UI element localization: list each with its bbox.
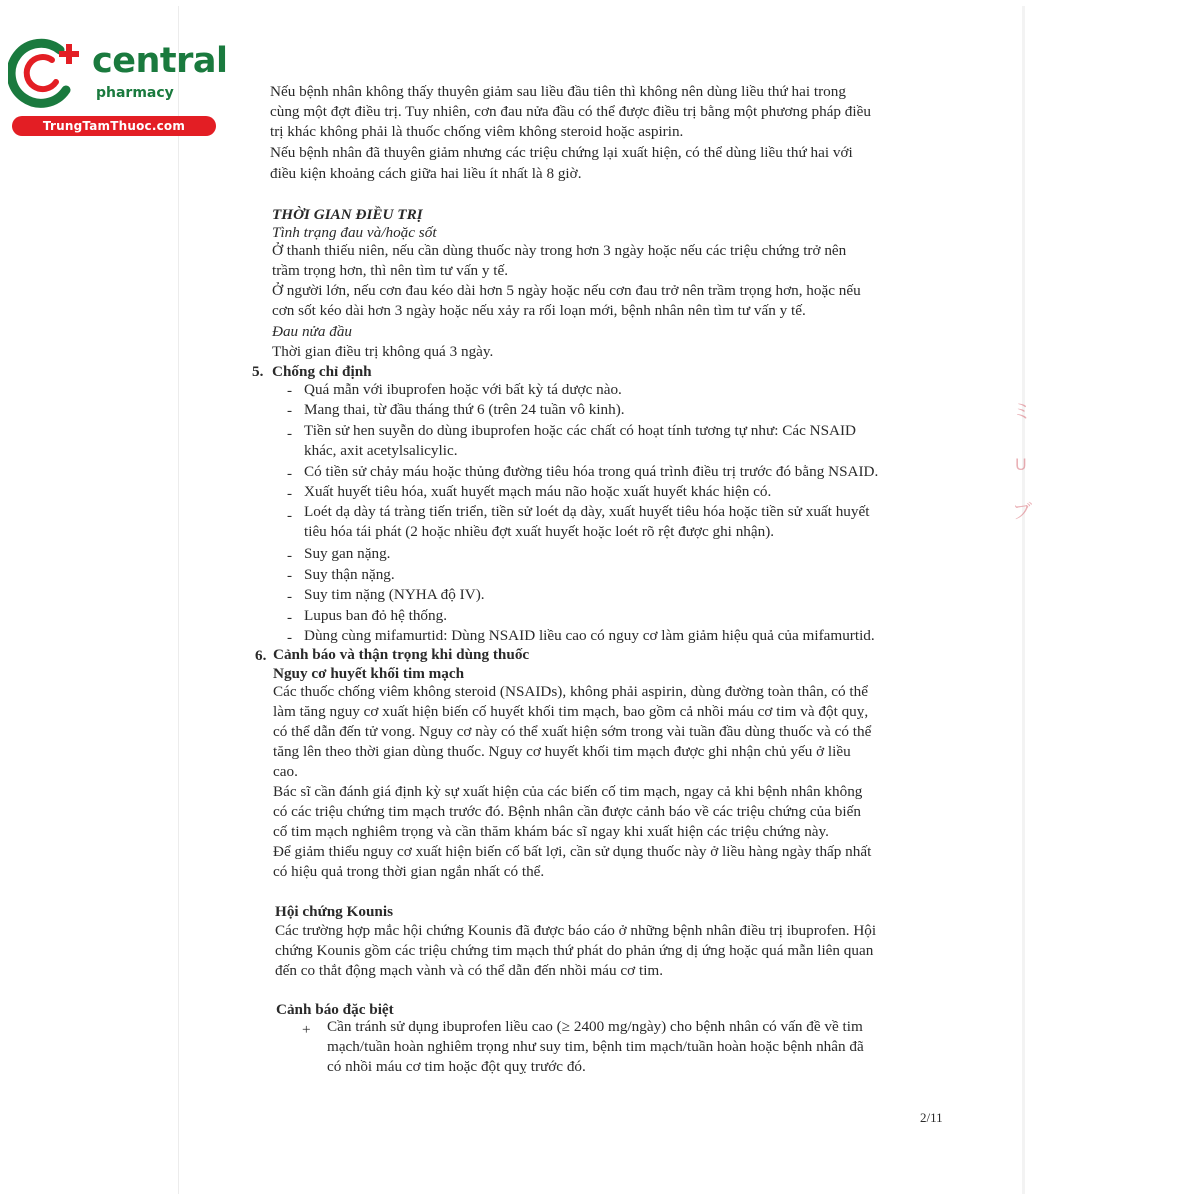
stamp-fragment: U bbox=[1015, 455, 1027, 474]
list-bullet: - bbox=[287, 485, 293, 502]
logo-website[interactable]: TrungTamThuoc.com bbox=[12, 116, 216, 136]
subheading-special-warnings: Cảnh báo đặc biệt bbox=[276, 1001, 394, 1018]
list-bullet: - bbox=[287, 465, 293, 482]
logo-brand-name: central bbox=[92, 41, 228, 81]
list-item: Tiền sử hen suyễn do dùng ibuprofen hoặc các chất có hoạt tính tương tự như: Các NSAID bbox=[304, 422, 857, 439]
list-item: Suy gan nặng. bbox=[304, 545, 391, 562]
text-line: có thể dẫn đến tử vong. Nguy cơ này có thể xuất hiện sớm trong vài tuần đầu dùng thuốc và có thể bbox=[273, 723, 872, 740]
list-item: Suy thận nặng. bbox=[304, 566, 395, 583]
text-line: tăng lên theo thời gian dùng thuốc. Nguy cơ huyết khối tim mạch được ghi nhận chủ yếu ở liều bbox=[273, 743, 851, 760]
text-line: Nếu bệnh nhân không thấy thuyên giảm sau liều đầu tiên thì không nên dùng liều thứ hai trong bbox=[270, 83, 846, 100]
list-bullet: - bbox=[287, 609, 293, 626]
list-bullet: - bbox=[287, 382, 293, 399]
list-item: Xuất huyết tiêu hóa, xuất huyết mạch máu não hoặc xuất huyết khác hiện có. bbox=[304, 483, 772, 500]
text-line: cơn sốt kéo dài hơn 3 ngày hoặc nếu xảy ra rối loạn mới, bệnh nhân nên tìm tư vấn y tế. bbox=[272, 302, 806, 319]
list-item: Lupus ban đỏ hệ thống. bbox=[304, 607, 447, 624]
list-bullet: - bbox=[287, 588, 293, 605]
list-bullet: - bbox=[287, 547, 293, 564]
text-line: Các thuốc chống viêm không steroid (NSAIDs), không phải aspirin, dùng đường toàn thân, có thể bbox=[273, 683, 868, 700]
text-line: Ở người lớn, nếu cơn đau kéo dài hơn 5 ngày hoặc nếu cơn đau trở nên trầm trọng hơn, hoặc nếu bbox=[272, 282, 861, 299]
text-line: cao. bbox=[273, 763, 298, 780]
text-line: Các trường hợp mắc hội chứng Kounis đã được báo cáo ở những bệnh nhân điều trị ibuprofen. Hội bbox=[275, 922, 877, 939]
stamp-fragment: ミ bbox=[1012, 399, 1032, 423]
list-bullet: - bbox=[287, 567, 293, 584]
subheading-cardiovascular-risk: Nguy cơ huyết khối tim mạch bbox=[273, 665, 465, 682]
logo-subtitle: pharmacy bbox=[96, 85, 174, 101]
text-line: Ở thanh thiếu niên, nếu cần dùng thuốc này trong hơn 3 ngày hoặc nếu các triệu chứng trở nên bbox=[272, 242, 847, 259]
text-line: làm tăng nguy cơ xuất hiện biến cố huyết khối tim mạch, bao gồm cả nhồi máu cơ tim và đột quỵ, bbox=[273, 703, 869, 720]
section-number: 6. bbox=[255, 647, 267, 664]
list-bullet: - bbox=[287, 402, 293, 419]
subheading-migraine: Đau nửa đầu bbox=[272, 323, 353, 340]
text-line: trầm trọng hơn, thì nên tìm tư vấn y tế. bbox=[272, 262, 509, 279]
text-line: chứng Kounis gồm các triệu chứng tim mạch thứ phát do phản ứng dị ứng hoặc quá mẫn liên quan bbox=[275, 942, 874, 959]
text-line: Bác sĩ cần đánh giá định kỳ sự xuất hiện của các biến cố tim mạch, ngay cả khi bệnh nhân không bbox=[273, 783, 863, 800]
list-bullet: - bbox=[287, 425, 293, 442]
list-bullet: + bbox=[302, 1021, 311, 1038]
list-item: Mang thai, từ đầu tháng thứ 6 (trên 24 tuần vô kinh). bbox=[304, 401, 625, 418]
text-line: Nếu bệnh nhân đã thuyên giảm nhưng các triệu chứng lại xuất hiện, có thể dùng liều thứ hai với bbox=[270, 144, 853, 161]
list-item: Suy tim nặng (NYHA độ IV). bbox=[304, 586, 485, 603]
stamp-fragment: ブ bbox=[1012, 499, 1032, 523]
list-item: Có tiền sử chảy máu hoặc thủng đường tiêu hóa trong quá trình điều trị trước đó bằng NSAID. bbox=[304, 463, 879, 480]
list-item: mạch/tuần hoàn nghiêm trọng như suy tim, bệnh tim mạch/tuần hoàn hoặc bệnh nhân đã bbox=[327, 1038, 864, 1055]
text-line: điều kiện khoảng cách giữa hai liều ít nhất là 8 giờ. bbox=[270, 165, 582, 182]
subheading-kounis: Hội chứng Kounis bbox=[275, 903, 393, 920]
list-item: Loét dạ dày tá tràng tiến triển, tiền sử loét dạ dày, xuất huyết tiêu hóa hoặc tiền sử xuất huyết bbox=[304, 503, 870, 520]
text-line: Thời gian điều trị không quá 3 ngày. bbox=[272, 343, 494, 360]
subheading-pain-fever: Tình trạng đau và/hoặc sốt bbox=[272, 224, 437, 241]
text-line: Để giảm thiểu nguy cơ xuất hiện biến cố bất lợi, cần sử dụng thuốc này ở liều hàng ngày thấp nhất bbox=[273, 843, 872, 860]
section-heading-duration: THỜI GIAN ĐIỀU TRỊ bbox=[272, 206, 423, 223]
list-item: có nhồi máu cơ tim hoặc đột quỵ trước đó. bbox=[327, 1058, 586, 1075]
text-line: cùng một đợt điều trị. Tuy nhiên, cơn đau nửa đầu có thể được điều trị bằng một phương pháp điều bbox=[270, 103, 871, 120]
section-number: 5. bbox=[252, 363, 264, 380]
list-item: tiêu hóa tái phát (2 hoặc nhiều đợt xuất huyết hoặc loét rõ rệt được ghi nhận). bbox=[304, 523, 775, 540]
page-edge-shadow bbox=[1022, 6, 1025, 1194]
central-pharmacy-logo[interactable] bbox=[8, 36, 228, 140]
list-item: Quá mẫn với ibuprofen hoặc với bất kỳ tá dược nào. bbox=[304, 381, 622, 398]
text-line: có các triệu chứng tim mạch trước đó. Bệnh nhân cần được cảnh báo về các triệu chứng của biến bbox=[273, 803, 861, 820]
list-item: khác, axit acetylsalicylic. bbox=[304, 442, 458, 459]
section-heading-warnings: Cảnh báo và thận trọng khi dùng thuốc bbox=[273, 646, 530, 663]
list-item: Dùng cùng mifamurtid: Dùng NSAID liều cao có nguy cơ làm giảm hiệu quả của mifamurtid. bbox=[304, 627, 875, 644]
list-bullet: - bbox=[287, 507, 293, 524]
text-line: cố tim mạch nghiêm trọng và cần thăm khám bác sĩ ngay khi xuất hiện các triệu chứng này. bbox=[273, 823, 829, 840]
list-item: Cần tránh sử dụng ibuprofen liều cao (≥ 2400 mg/ngày) cho bệnh nhân có vấn đề về tim bbox=[327, 1018, 863, 1035]
text-line: trị khác không phải là thuốc chống viêm không steroid hoặc aspirin. bbox=[270, 123, 684, 140]
section-heading-contraindications: Chống chỉ định bbox=[272, 363, 372, 380]
text-line: đến co thắt động mạch vành và có thể dẫn đến nhồi máu cơ tim. bbox=[275, 962, 664, 979]
list-bullet: - bbox=[287, 629, 293, 646]
page-number: 2/11 bbox=[920, 1110, 943, 1125]
pharmacy-c-cross-icon bbox=[8, 36, 92, 114]
text-line: có hiệu quả trong thời gian ngắn nhất có thể. bbox=[273, 863, 545, 880]
